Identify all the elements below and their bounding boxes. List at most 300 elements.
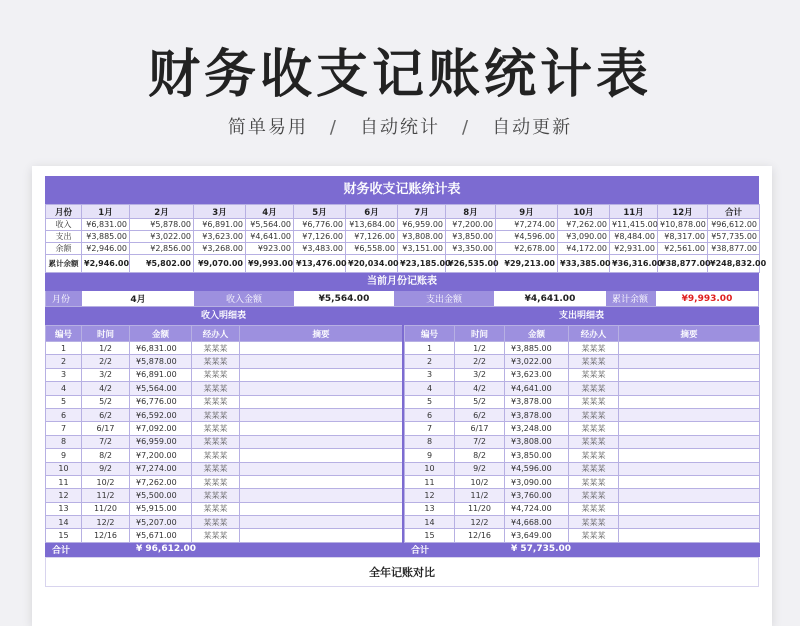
- expense-cell: 9: [405, 449, 455, 462]
- income-cell: 某某某: [192, 435, 240, 448]
- page-title: 财务收支记账统计表: [147, 45, 652, 105]
- summary-header-cell: 10月: [558, 205, 610, 219]
- table-row: [405, 382, 760, 395]
- income-cell: 某某某: [192, 502, 240, 515]
- expense-cell: 某某某: [569, 529, 619, 542]
- summary-cell: ¥3,850.00: [446, 231, 496, 243]
- table-row: [405, 355, 760, 368]
- summary-cell: ¥2,931.00: [610, 243, 658, 255]
- summary-cell: ¥8,484.00: [610, 231, 658, 243]
- income-cell: 14: [46, 516, 82, 529]
- summary-cell: ¥11,415.00: [610, 219, 658, 231]
- table-row: [405, 529, 760, 542]
- summary-row-label: 余额: [46, 243, 82, 255]
- income-detail-table: [45, 325, 403, 557]
- income-cell: [240, 408, 403, 421]
- summary-cell: ¥38,877.00: [708, 243, 760, 255]
- expense-detail: [402, 307, 759, 557]
- summary-row-label: 累计余额: [46, 255, 82, 273]
- income-cell: ¥5,207.00: [130, 516, 192, 529]
- balance-value: ¥9,993.00: [656, 291, 758, 306]
- expense-cell: [619, 529, 760, 542]
- expense-cell: 3: [405, 368, 455, 381]
- summary-cell: ¥38,877.00: [658, 255, 708, 273]
- expense-detail-table: [404, 325, 760, 557]
- expense-cell: ¥3,878.00: [505, 395, 569, 408]
- summary-cell: ¥4,596.00: [496, 231, 558, 243]
- subtitle-separator: /: [329, 117, 338, 138]
- income-cell: 11/2: [82, 489, 130, 502]
- expense-cell: 某某某: [569, 355, 619, 368]
- expense-cell: 3/2: [455, 368, 505, 381]
- income-header-cell: 金额: [130, 326, 192, 342]
- expense-cell: 5: [405, 395, 455, 408]
- summary-cell: ¥3,623.00: [194, 231, 246, 243]
- income-cell: 4: [46, 382, 82, 395]
- sheet-title: 财务收支记账统计表: [45, 176, 759, 204]
- income-cell: 2: [46, 355, 82, 368]
- income-cell: 某某某: [192, 422, 240, 435]
- income-cell: 6/17: [82, 422, 130, 435]
- summary-row-label: 支出: [46, 231, 82, 243]
- summary-cell: ¥9,993.00: [246, 255, 294, 273]
- table-row: [46, 382, 403, 395]
- expense-cell: 7: [405, 422, 455, 435]
- table-row: [405, 489, 760, 502]
- expense-cell: 1/2: [455, 342, 505, 355]
- month-label: 月份: [46, 291, 82, 306]
- income-header-cell: 编号: [46, 326, 82, 342]
- income-cell: ¥5,878.00: [130, 355, 192, 368]
- expense-cell: [619, 355, 760, 368]
- expense-cell: [619, 516, 760, 529]
- expense-cell: ¥3,090.00: [505, 475, 569, 488]
- table-row: [46, 355, 403, 368]
- expense-cell: 某某某: [569, 342, 619, 355]
- summary-cell: ¥5,564.00: [246, 219, 294, 231]
- income-cell: 9/2: [82, 462, 130, 475]
- income-cell: [240, 462, 403, 475]
- summary-cell: ¥96,612.00: [708, 219, 760, 231]
- expense-amount-value: ¥4,641.00: [494, 291, 606, 306]
- table-row: [405, 435, 760, 448]
- income-cell: 某某某: [192, 355, 240, 368]
- expense-cell: 4: [405, 382, 455, 395]
- summary-total-row: [46, 255, 760, 273]
- expense-cell: 4/2: [455, 382, 505, 395]
- summary-cell: ¥26,535.00: [446, 255, 496, 273]
- income-cell: 3: [46, 368, 82, 381]
- summary-cell: ¥5,878.00: [130, 219, 194, 231]
- summary-cell: ¥6,558.00: [346, 243, 398, 255]
- table-row: [405, 462, 760, 475]
- income-cell: ¥6,776.00: [130, 395, 192, 408]
- income-cell: 某某某: [192, 382, 240, 395]
- expense-cell: 6/17: [455, 422, 505, 435]
- summary-cell: ¥23,185.00: [398, 255, 446, 273]
- table-row: [46, 516, 403, 529]
- income-cell: [240, 516, 403, 529]
- income-cell: 12/16: [82, 529, 130, 542]
- income-cell: [240, 422, 403, 435]
- income-header-cell: 经办人: [192, 326, 240, 342]
- income-cell: 13: [46, 502, 82, 515]
- expense-cell: 11: [405, 475, 455, 488]
- summary-cell: ¥3,885.00: [82, 231, 130, 243]
- summary-cell: ¥3,350.00: [446, 243, 496, 255]
- summary-cell: ¥2,561.00: [658, 243, 708, 255]
- income-total-value: ¥ 96,612.00: [130, 542, 192, 556]
- summary-header-cell: 2月: [130, 205, 194, 219]
- summary-header-cell: 9月: [496, 205, 558, 219]
- expense-cell: 8: [405, 435, 455, 448]
- table-row: [405, 368, 760, 381]
- table-row: [46, 342, 403, 355]
- monthly-summary-table: [45, 204, 767, 273]
- summary-cell: ¥7,200.00: [446, 219, 496, 231]
- income-cell: 某某某: [192, 489, 240, 502]
- income-cell: 某某某: [192, 475, 240, 488]
- income-cell: 某某某: [192, 342, 240, 355]
- summary-header-cell: 11月: [610, 205, 658, 219]
- expense-header-cell: 经办人: [569, 326, 619, 342]
- subtitle-separator: /: [462, 117, 471, 138]
- income-cell: 6/2: [82, 408, 130, 421]
- table-row: [405, 408, 760, 421]
- income-cell: 6: [46, 408, 82, 421]
- expense-cell: 12/16: [455, 529, 505, 542]
- expense-cell: 13: [405, 502, 455, 515]
- expense-cell: ¥4,596.00: [505, 462, 569, 475]
- expense-cell: ¥4,668.00: [505, 516, 569, 529]
- summary-cell: ¥2,946.00: [82, 255, 130, 273]
- summary-cell: ¥4,641.00: [246, 231, 294, 243]
- summary-cell: ¥7,274.00: [496, 219, 558, 231]
- summary-cell: ¥923.00: [246, 243, 294, 255]
- expense-cell: [619, 489, 760, 502]
- income-cell: 某某某: [192, 462, 240, 475]
- summary-cell: ¥4,172.00: [558, 243, 610, 255]
- expense-total-empty: [569, 542, 760, 556]
- expense-cell: ¥3,248.00: [505, 422, 569, 435]
- expense-cell: ¥4,724.00: [505, 502, 569, 515]
- expense-cell: 1: [405, 342, 455, 355]
- income-cell: 12/2: [82, 516, 130, 529]
- summary-cell: ¥2,946.00: [82, 243, 130, 255]
- expense-total-value: ¥ 57,735.00: [505, 542, 569, 556]
- expense-cell: ¥3,850.00: [505, 449, 569, 462]
- expense-cell: 某某某: [569, 382, 619, 395]
- expense-cell: [619, 462, 760, 475]
- table-row: [46, 368, 403, 381]
- expense-cell: 某某某: [569, 368, 619, 381]
- income-cell: 5/2: [82, 395, 130, 408]
- expense-cell: 7/2: [455, 435, 505, 448]
- income-cell: ¥7,092.00: [130, 422, 192, 435]
- expense-cell: 12/2: [455, 516, 505, 529]
- income-total-empty: [192, 542, 403, 556]
- income-header-cell: 时间: [82, 326, 130, 342]
- expense-total-label: 合计: [405, 542, 505, 556]
- income-cell: 某某某: [192, 395, 240, 408]
- table-row: [405, 502, 760, 515]
- expense-cell: 2/2: [455, 355, 505, 368]
- summary-cell: ¥3,022.00: [130, 231, 194, 243]
- income-cell: [240, 529, 403, 542]
- summary-header-cell: 合计: [708, 205, 760, 219]
- income-cell: 10: [46, 462, 82, 475]
- income-cell: 7/2: [82, 435, 130, 448]
- expense-cell: 某某某: [569, 435, 619, 448]
- summary-cell: ¥248,832.00: [708, 255, 760, 273]
- summary-cell: ¥33,385.00: [558, 255, 610, 273]
- expense-header-cell: 金额: [505, 326, 569, 342]
- summary-cell: ¥5,802.00: [130, 255, 194, 273]
- income-total-row: [46, 542, 403, 556]
- income-detail: [45, 307, 402, 557]
- subtitle-auto-stat: 自动统计: [360, 117, 440, 138]
- expense-cell: [619, 382, 760, 395]
- income-header-row: [46, 326, 403, 342]
- income-cell: [240, 475, 403, 488]
- sheet-content: [45, 176, 767, 587]
- income-cell: ¥7,200.00: [130, 449, 192, 462]
- summary-header-cell: 4月: [246, 205, 294, 219]
- balance-label: 累计余额: [606, 291, 656, 306]
- income-cell: ¥6,959.00: [130, 435, 192, 448]
- expense-total-row: [405, 542, 760, 556]
- expense-cell: [619, 368, 760, 381]
- income-cell: 3/2: [82, 368, 130, 381]
- expense-cell: 10: [405, 462, 455, 475]
- income-cell: ¥5,915.00: [130, 502, 192, 515]
- income-cell: ¥5,500.00: [130, 489, 192, 502]
- expense-cell: 某某某: [569, 449, 619, 462]
- table-row: [46, 475, 403, 488]
- income-cell: 10/2: [82, 475, 130, 488]
- expense-cell: 8/2: [455, 449, 505, 462]
- page-subtitle: [0, 113, 800, 139]
- current-month-bar: [45, 291, 759, 307]
- summary-cell: ¥9,070.00: [194, 255, 246, 273]
- income-cell: ¥7,274.00: [130, 462, 192, 475]
- income-cell: 12: [46, 489, 82, 502]
- expense-cell: 某某某: [569, 502, 619, 515]
- expense-header-cell: 编号: [405, 326, 455, 342]
- expense-cell: [619, 435, 760, 448]
- summary-row: [46, 219, 760, 231]
- income-cell: [240, 435, 403, 448]
- income-cell: ¥7,262.00: [130, 475, 192, 488]
- income-detail-title: 收入明细表: [45, 307, 402, 325]
- income-cell: [240, 355, 403, 368]
- summary-cell: ¥6,959.00: [398, 219, 446, 231]
- expense-cell: [619, 475, 760, 488]
- expense-cell: [619, 395, 760, 408]
- summary-cell: ¥7,262.00: [558, 219, 610, 231]
- expense-cell: [619, 502, 760, 515]
- expense-cell: ¥4,641.00: [505, 382, 569, 395]
- summary-header-cell: 12月: [658, 205, 708, 219]
- expense-cell: 5/2: [455, 395, 505, 408]
- income-cell: ¥6,592.00: [130, 408, 192, 421]
- spreadsheet-preview: [32, 166, 772, 626]
- summary-cell: ¥7,126.00: [346, 231, 398, 243]
- expense-amount-label: 支出金额: [394, 291, 494, 306]
- summary-cell: ¥29,213.00: [496, 255, 558, 273]
- summary-cell: ¥36,316.00: [610, 255, 658, 273]
- expense-cell: [619, 342, 760, 355]
- income-amount-label: 收入金额: [194, 291, 294, 306]
- income-cell: 15: [46, 529, 82, 542]
- income-cell: 8/2: [82, 449, 130, 462]
- summary-header-cell: 1月: [82, 205, 130, 219]
- expense-cell: 某某某: [569, 475, 619, 488]
- table-row: [405, 449, 760, 462]
- income-body: [46, 342, 403, 557]
- expense-cell: 某某某: [569, 516, 619, 529]
- summary-row: [46, 243, 760, 255]
- income-cell: 11/20: [82, 502, 130, 515]
- table-row: [46, 395, 403, 408]
- summary-row: [46, 231, 760, 243]
- income-cell: ¥5,564.00: [130, 382, 192, 395]
- income-cell: ¥5,671.00: [130, 529, 192, 542]
- table-row: [405, 342, 760, 355]
- income-cell: 某某某: [192, 368, 240, 381]
- summary-cell: ¥13,476.00: [294, 255, 346, 273]
- table-row: [46, 422, 403, 435]
- summary-cell: ¥6,891.00: [194, 219, 246, 231]
- income-cell: 1: [46, 342, 82, 355]
- summary-cell: ¥3,151.00: [398, 243, 446, 255]
- expense-cell: ¥3,760.00: [505, 489, 569, 502]
- income-cell: 1/2: [82, 342, 130, 355]
- income-amount-value: ¥5,564.00: [294, 291, 394, 306]
- table-row: [405, 475, 760, 488]
- subtitle-auto-update: 自动更新: [492, 117, 573, 138]
- summary-body: [46, 219, 767, 273]
- subtitle-easy: 简单易用: [227, 117, 308, 138]
- summary-cell: ¥2,678.00: [496, 243, 558, 255]
- summary-cell: ¥6,831.00: [82, 219, 130, 231]
- expense-cell: ¥3,878.00: [505, 408, 569, 421]
- table-row: [46, 489, 403, 502]
- summary-cell: ¥8,317.00: [658, 231, 708, 243]
- table-row: [46, 462, 403, 475]
- expense-cell: 6/2: [455, 408, 505, 421]
- summary-header-cell: 3月: [194, 205, 246, 219]
- current-month-title: 当前月份记账表: [45, 273, 759, 291]
- expense-cell: ¥3,649.00: [505, 529, 569, 542]
- summary-cell: ¥7,126.00: [294, 231, 346, 243]
- income-total-label: 合计: [46, 542, 130, 556]
- income-cell: 4/2: [82, 382, 130, 395]
- income-cell: 某某某: [192, 408, 240, 421]
- income-cell: [240, 368, 403, 381]
- income-header-cell: 摘要: [240, 326, 403, 342]
- table-row: [405, 516, 760, 529]
- table-row: [46, 449, 403, 462]
- income-cell: 某某某: [192, 529, 240, 542]
- month-value[interactable]: 4月: [82, 291, 194, 306]
- year-comparison-title: 全年记账对比: [45, 557, 759, 587]
- income-cell: 某某某: [192, 516, 240, 529]
- expense-cell: 12: [405, 489, 455, 502]
- summary-header-row: [46, 205, 760, 219]
- expense-header-row: [405, 326, 760, 342]
- summary-row-label: 收入: [46, 219, 82, 231]
- table-row: [405, 395, 760, 408]
- summary-cell: ¥3,090.00: [558, 231, 610, 243]
- summary-cell: ¥20,034.00: [346, 255, 398, 273]
- expense-cell: 2: [405, 355, 455, 368]
- expense-cell: 10/2: [455, 475, 505, 488]
- expense-cell: 9/2: [455, 462, 505, 475]
- summary-cell: ¥57,735.00: [708, 231, 760, 243]
- income-cell: 7: [46, 422, 82, 435]
- expense-detail-title: 支出明细表: [404, 307, 759, 325]
- expense-cell: 某某某: [569, 489, 619, 502]
- expense-cell: ¥3,885.00: [505, 342, 569, 355]
- summary-header-cell: 月份: [46, 205, 82, 219]
- expense-cell: 某某某: [569, 422, 619, 435]
- expense-cell: 11/2: [455, 489, 505, 502]
- income-cell: 11: [46, 475, 82, 488]
- income-cell: [240, 382, 403, 395]
- expense-header-cell: 摘要: [619, 326, 760, 342]
- income-cell: [240, 395, 403, 408]
- income-cell: 2/2: [82, 355, 130, 368]
- summary-cell: ¥10,878.00: [658, 219, 708, 231]
- income-cell: 某某某: [192, 449, 240, 462]
- income-cell: 8: [46, 435, 82, 448]
- summary-cell: ¥3,483.00: [294, 243, 346, 255]
- expense-cell: ¥3,022.00: [505, 355, 569, 368]
- income-cell: ¥6,831.00: [130, 342, 192, 355]
- income-cell: [240, 342, 403, 355]
- expense-cell: ¥3,623.00: [505, 368, 569, 381]
- summary-header-cell: 5月: [294, 205, 346, 219]
- expense-cell: 某某某: [569, 462, 619, 475]
- detail-tables: [45, 307, 759, 557]
- income-cell: ¥6,891.00: [130, 368, 192, 381]
- table-row: [46, 529, 403, 542]
- summary-cell: ¥3,268.00: [194, 243, 246, 255]
- summary-cell: ¥6,776.00: [294, 219, 346, 231]
- income-cell: [240, 489, 403, 502]
- expense-cell: 11/20: [455, 502, 505, 515]
- income-cell: [240, 502, 403, 515]
- expense-cell: 6: [405, 408, 455, 421]
- table-row: [46, 435, 403, 448]
- summary-cell: ¥13,684.00: [346, 219, 398, 231]
- income-cell: [240, 449, 403, 462]
- expense-cell: 某某某: [569, 395, 619, 408]
- income-cell: 5: [46, 395, 82, 408]
- summary-cell: ¥3,808.00: [398, 231, 446, 243]
- summary-cell: ¥2,856.00: [130, 243, 194, 255]
- expense-cell: 15: [405, 529, 455, 542]
- expense-cell: ¥3,808.00: [505, 435, 569, 448]
- table-row: [46, 502, 403, 515]
- expense-cell: [619, 449, 760, 462]
- income-cell: 9: [46, 449, 82, 462]
- expense-header-cell: 时间: [455, 326, 505, 342]
- summary-header-cell: 7月: [398, 205, 446, 219]
- expense-cell: 14: [405, 516, 455, 529]
- expense-body: [405, 342, 760, 557]
